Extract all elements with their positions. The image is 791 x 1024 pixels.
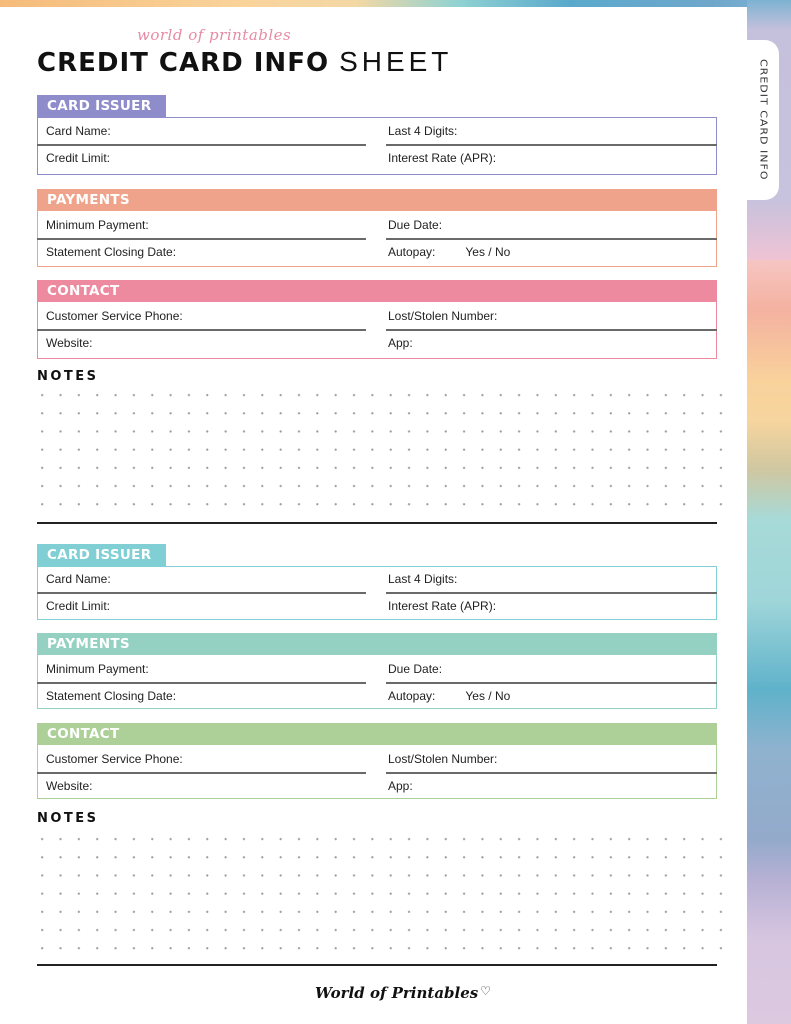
autopay-label: Autopay: (388, 245, 436, 259)
interest-rate-field-2[interactable]: Interest Rate (APR): (388, 599, 497, 613)
due-date-field-1[interactable]: Due Date: (388, 218, 443, 232)
interest-rate-field-1[interactable]: Interest Rate (APR): (388, 151, 497, 165)
field-underline (37, 592, 366, 594)
page-title (37, 46, 452, 78)
notes-dot-grid-2[interactable] (33, 830, 723, 958)
field-underline (37, 238, 366, 240)
autopay-field-1[interactable] (388, 245, 510, 259)
payments-header-2: PAYMENTS (37, 633, 717, 655)
field-underline (386, 682, 717, 684)
last-4-digits-field-2[interactable]: Last 4 Digits: (388, 572, 458, 586)
lost-stolen-number-field-1[interactable]: Lost/Stolen Number: (388, 309, 498, 323)
due-date-field-2[interactable]: Due Date: (388, 662, 443, 676)
autopay-field-2[interactable] (388, 689, 510, 703)
website-field-1[interactable]: Website: (46, 336, 93, 350)
field-underline (386, 772, 717, 774)
section-divider-2 (37, 964, 717, 966)
last-4-digits-field-1[interactable]: Last 4 Digits: (388, 124, 458, 138)
card-issuer-box-1 (37, 117, 717, 175)
section-divider-1 (37, 522, 717, 524)
field-underline (37, 772, 366, 774)
statement-closing-date-field-2[interactable]: Statement Closing Date: (46, 689, 177, 703)
contact-header-1: CONTACT (37, 280, 717, 302)
field-underline (37, 329, 366, 331)
customer-service-phone-field-2[interactable]: Customer Service Phone: (46, 752, 183, 766)
autopay-yes-no-option[interactable]: Yes / No (465, 689, 511, 703)
payments-header-1: PAYMENTS (37, 189, 717, 211)
notes-dot-grid-1[interactable] (33, 386, 723, 514)
lost-stolen-number-field-2[interactable]: Lost/Stolen Number: (388, 752, 498, 766)
field-underline (386, 329, 717, 331)
heart-icon: ♡ (480, 984, 491, 998)
autopay-label: Autopay: (388, 689, 436, 703)
title-light: SHEET (339, 46, 453, 77)
autopay-yes-no-option[interactable]: Yes / No (465, 245, 511, 259)
side-tab-label: CREDIT CARD INFO (757, 59, 769, 181)
title-bold: CREDIT CARD INFO (37, 48, 330, 78)
contact-header-2: CONTACT (37, 723, 717, 745)
field-underline (37, 144, 366, 146)
card-name-field-2[interactable]: Card Name: (46, 572, 111, 586)
field-underline (386, 144, 717, 146)
credit-limit-field-2[interactable]: Credit Limit: (46, 599, 111, 613)
field-underline (386, 238, 717, 240)
customer-service-phone-field-1[interactable]: Customer Service Phone: (46, 309, 183, 323)
app-field-1[interactable]: App: (388, 336, 413, 350)
minimum-payment-field-2[interactable]: Minimum Payment: (46, 662, 149, 676)
notes-label-2: NOTES (37, 811, 99, 826)
brand-script-watermark: world of printables (137, 26, 292, 44)
app-field-2[interactable]: App: (388, 779, 413, 793)
footer-logo (315, 984, 491, 1002)
card-issuer-header-2: CARD ISSUER (37, 544, 166, 566)
field-underline (386, 592, 717, 594)
notes-label-1: NOTES (37, 369, 99, 384)
statement-closing-date-field-1[interactable]: Statement Closing Date: (46, 245, 177, 259)
website-field-2[interactable]: Website: (46, 779, 93, 793)
credit-limit-field-1[interactable]: Credit Limit: (46, 151, 111, 165)
footer-logo-text: World of Printables (315, 984, 479, 1002)
field-underline (37, 682, 366, 684)
card-name-field-1[interactable]: Card Name: (46, 124, 111, 138)
card-issuer-header-1: CARD ISSUER (37, 95, 166, 117)
minimum-payment-field-1[interactable]: Minimum Payment: (46, 218, 149, 232)
